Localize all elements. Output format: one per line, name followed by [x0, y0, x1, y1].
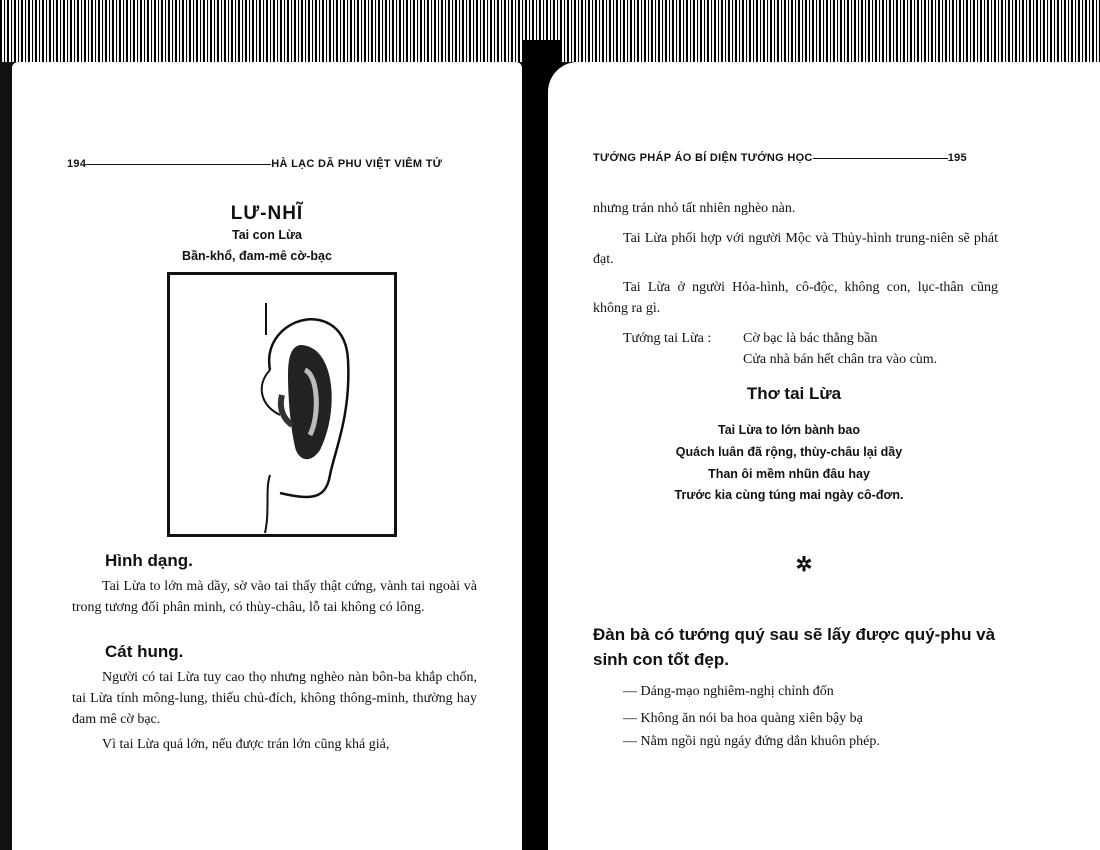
ear-illustration: [167, 272, 397, 537]
verse-line-1: Cờ bạc là bác thằng bần: [743, 331, 878, 346]
header-title: HÀ LẠC DÃ PHU VIỆT VIÊM TỬ: [271, 158, 443, 170]
shape-heading: Hình dạng.: [105, 551, 193, 570]
verse-label: Tướng tai Lừa :: [623, 331, 712, 346]
verse-line-2: Cửa nhà bán hết chân tra vào cùm.: [743, 352, 938, 367]
poem-line: Trước kia cùng túng mai ngày cô-đơn.: [674, 488, 904, 502]
poem-title: Thơ tai Lừa: [746, 384, 842, 403]
fortune-paragraph-continued: Vì tai Lừa quá lớn, nếu được trán lớn cũng khá giả,: [102, 737, 390, 752]
paragraph-fire: Tai Lừa ở người Hỏa-hình, cô-độc, không con, lục-thân cũng không ra gì.: [593, 280, 998, 316]
paragraph-wood-water: Tai Lừa phối hợp với người Mộc và Thủy-hình trung-niên sẽ phát đạt.: [593, 231, 998, 267]
list-item: — Nằm ngồi ngủ ngáy đứng dắn khuôn phép.: [623, 734, 880, 749]
poem-line: Tai Lừa to lớn bành bao: [717, 423, 860, 437]
right-running-header: [593, 152, 967, 164]
poem-line: Than ôi mềm nhũn đâu hay: [708, 467, 870, 481]
header-rule: [86, 164, 271, 165]
header-rule: [813, 158, 948, 159]
article-title: LƯ-NHĨ: [230, 203, 304, 224]
article-subtitle: Tai con Lừa: [232, 228, 302, 242]
shape-paragraph: Tai Lừa to lớn mà dầy, sờ vào tai thấy thật cứng, vành tai ngoài và trong tương đối phân minh, có thùy-châu, lỗ tai không có lông.: [72, 579, 477, 615]
article-caption: Bần-khổ, đam-mê cờ-bạc: [182, 249, 332, 263]
left-page: [12, 62, 522, 850]
page-number: 195: [947, 152, 967, 164]
ornament-icon: ✲: [795, 554, 813, 576]
fortune-paragraph: Người có tai Lừa tuy cao thọ nhưng nghèo nàn bôn-ba khắp chốn, tai Lừa tính mông-lung, thiếu chủ-đích, không thông-minh, thường hay đam mê cờ bạc.: [72, 670, 477, 727]
continued-line: nhưng trán nhỏ tất nhiên nghèo nàn.: [593, 201, 796, 216]
donkey-ear-icon: [170, 275, 394, 534]
page-number: 194: [67, 158, 87, 170]
fortune-heading: Cát hung.: [105, 642, 184, 661]
right-page: [548, 62, 1100, 850]
header-title: TƯỚNG PHÁP ÁO BÍ DIỆN TƯỚNG HỌC: [593, 152, 813, 164]
poem-line: Quách luân đã rộng, thùy-châu lại dầy: [675, 445, 903, 459]
list-item: — Dáng-mạo nghiêm-nghị chỉnh đốn: [623, 684, 834, 699]
women-heading: Đàn bà có tướng quý sau sẽ lấy được quý-phu và sinh con tốt đẹp.: [593, 625, 996, 669]
list-item: — Không ăn nói ba hoa quàng xiên bậy bạ: [623, 711, 863, 726]
left-running-header: [67, 158, 442, 170]
